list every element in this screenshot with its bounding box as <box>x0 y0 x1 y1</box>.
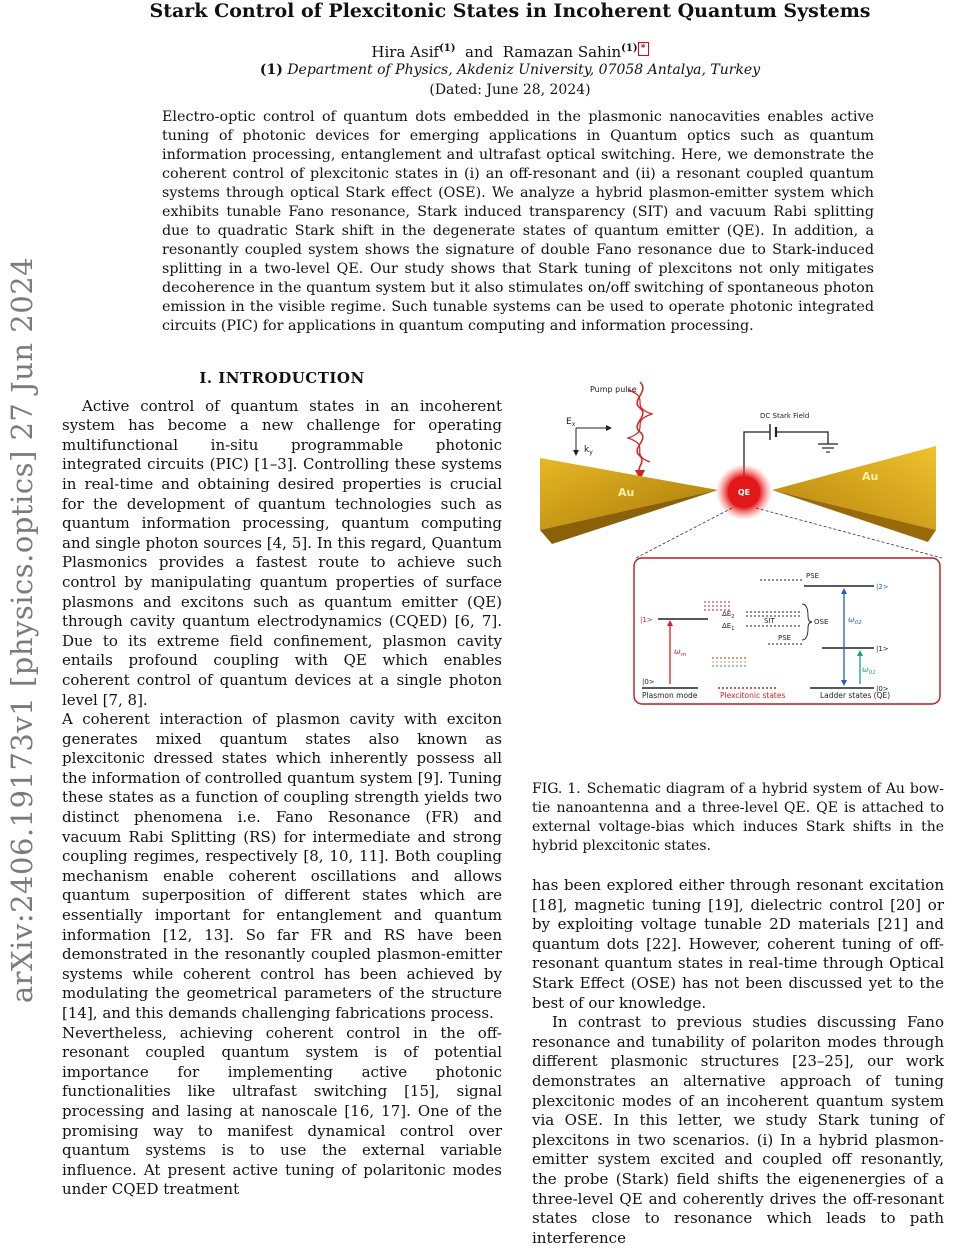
abstract: Electro-optic control of quantum dots embedded in the plasmonic nanocavities enables active tuning of photonic devices for emerging applications in Quantum optics such as quantum information processing, entanglement and ultrafast optical switching. Here, we demonstrate the coherent control of plexcitonic states in (i) an off-resonant and (ii) a resonant coupled quantum systems through optical Stark effect (OSE). We analyze a hybrid plasmon-emitter system which exhibits tunable Fano resonance, Stark induced transparency (SIT) and vacuum Rabi splitting due to quadratic Stark shift in the degenerate states of quantum emitter (QE). In addition, a resonantly coupled system shows the signature of double Fano resonance due to Stark-induced splitting in a two-level QE. Our study shows that Stark tuning of plexcitons not only mitigates decoherence in the quantum system but it also stimulates on/off switching of spontaneous photon emission in the visible regime. Such tunable systems can be used to operate photonic integrated circuits (PIC) for applications in quantum computing and information processing. <box>162 109 874 334</box>
ex-arrow-head-icon <box>606 425 612 431</box>
ky-label: $k_y$ <box>584 445 593 456</box>
author-1: Hira Asif <box>371 43 440 61</box>
ex-label: $E_x$ <box>566 417 576 428</box>
zoom-line-left <box>636 508 732 558</box>
affiliation <box>100 62 920 78</box>
pump-pulse-wave-2 <box>628 390 652 462</box>
paragraph: Active control of quantum states in an incoherent system has become a new challenge for operating multifunctional in-situ programmable photonic integrated circuits (PIC) [1–3]. Controlling these systems in real-time and obtaining desired properties is crucial for the development of quantum technologies such as quantum information processing, quantum computing and single photon sources [4, 5]. In this regard, Quantum Plasmonics provides a fastest route to achieve such control by manipulating quantum properties of surface plasmons and excitons such as quantum emitter (QE) through cavity quantum electrodynamics (CQED) [6, 7]. Due to its extreme field confinement, plasmon cavity entails profound coupling with QE which enables coherent control of quantum devices at a single photon level [7, 8]. <box>62 396 502 709</box>
date-line: (Dated: June 28, 2024) <box>429 82 591 98</box>
right-column <box>532 876 944 1248</box>
author-1-affiliation-mark: (1) <box>439 43 456 54</box>
affiliation-mark: (1) <box>259 62 283 78</box>
omega-m-label: $\omega_m$ <box>674 647 687 658</box>
plexcitonic-states-label: Plexcitonic states <box>720 691 786 700</box>
figure-caption <box>532 780 944 856</box>
sit-label: SIT <box>764 617 775 625</box>
au-right-triangle <box>772 446 936 530</box>
pse-top-label: PSE <box>806 572 820 580</box>
paragraph: A coherent interaction of plasmon cavity with exciton generates mixed quantum states also known as plexcitonic dressed states which inherently possess all the information of controlled quantum system [9]. Tuning these states as a function of coupling strength yields two distinct phenomena i.e. Fano Resonance (FR) and vacuum Rabi Splitting (RS) for intermediate and strong coupling regimes, respectively [8, 10, 11]. Both coupling mechanism enable coherent oscillations and allows quantum superposition of different states which are essentially important for entanglement and quantum information [12, 13]. So far FR and RS have been demonstrated in the resonantly coupled plasmon-emitter systems while coherent control has been achieved by modulating the geometrical parameters of the structure [14], and this demands challenging fabrications process. <box>62 710 502 1022</box>
figure-1 <box>532 372 944 750</box>
paper-title: Stark Control of Plexcitonic States in Incoherent Quantum Systems <box>149 0 871 22</box>
energy-diagram-frame <box>634 558 940 704</box>
pump-pulse-label: Pump pulse <box>590 385 637 394</box>
affiliation-text: Department of Physics, Akdeniz University, 07058 Antalya, Turkey <box>287 62 761 78</box>
paragraph: has been explored either through resonant excitation [18], magnetic tuning [19], dielectric control [20] or by exploiting voltage tunable 2D materials [21] and quantum dots [22]. However, coherent tuning of off-resonant quantum states in real-time through Optical Stark Effect (OSE) has not been discussed yet to the best of our knowledge. <box>532 876 944 1012</box>
plasmon-mode-label: Plasmon mode <box>642 691 698 700</box>
arxiv-side-label <box>2 230 42 1030</box>
figure-caption-label: FIG. 1. <box>532 781 581 797</box>
omega01-label: $\omega_{01}$ <box>862 665 876 676</box>
paragraph: In contrast to previous studies discussing Fano resonance and tunability of polariton modes through different plasmonic structures [23–25], our work demonstrates an alternative approach of tuning plexcitonic modes of an incoherent quantum system via OSE. In this letter, we study Stark tuning of plexcitons in two scenarios. (i) In a hybrid plasmon-emitter system excited and coupled off resonantly, the probe (Stark) field shifts the eigenenergies of a three-level QE and coherently drives the off-resonant states close to resonance which leads to path interference <box>532 1013 944 1247</box>
pse-mid-label: PSE <box>778 634 792 642</box>
delta-e1-label: $\Delta E_1$ <box>722 622 735 632</box>
paragraph: Nevertheless, achieving coherent control in the off-resonant coupled quantum system is of potential importance for implementing active photonic functionalities like ultrafast switching [15], signal processing and lasing at nanoscale [16, 17]. One of the promising way to manifest dynamical control over quantum systems is to use the external variable influence. At present active tuning of polaritonic modes under CQED treatment <box>62 1023 502 1199</box>
corresponding-author-link[interactable]: * <box>638 42 649 56</box>
ket1-right: |1> <box>876 645 889 653</box>
left-column <box>62 369 502 1200</box>
figure-caption-text: Schematic diagram of a hybrid system of Au bow-tie nanoantenna and a three-level QE. QE is attached to external voltage-bias which induces Stark shifts in the hybrid plexcitonic states. <box>532 781 945 854</box>
delta-e2-label: $\Delta E_2$ <box>722 610 735 620</box>
author-2: Ramazan Sahin <box>502 43 622 61</box>
arxiv-identifier: arXiv:2406.19173v1 [physics.optics] 27 Jun 2024 <box>5 256 39 1004</box>
au-right-label: Au <box>862 470 879 483</box>
qe-label: QE <box>737 488 751 497</box>
dc-stark-label: DC Stark Field <box>760 412 810 420</box>
author-conjunction: and <box>465 43 494 61</box>
ose-label: OSE <box>814 618 829 626</box>
ket2-label: |2> <box>876 583 889 591</box>
au-left-label: Au <box>618 486 635 499</box>
ket0-left: |0> <box>642 678 655 686</box>
ket0-right: |0> <box>876 685 889 693</box>
ky-arrow-head-icon <box>573 450 579 456</box>
author-line <box>100 42 920 61</box>
figure-1-schematic <box>532 372 944 750</box>
ket1-left: |1> <box>640 616 653 624</box>
section-heading: I. INTRODUCTION <box>199 369 365 387</box>
omega02-label: $\omega_{02}$ <box>848 615 862 626</box>
ladder-states-label: Ladder states (QE) <box>820 691 891 700</box>
author-2-affiliation-mark: (1) <box>621 43 638 54</box>
stark-wire-right <box>776 432 828 444</box>
